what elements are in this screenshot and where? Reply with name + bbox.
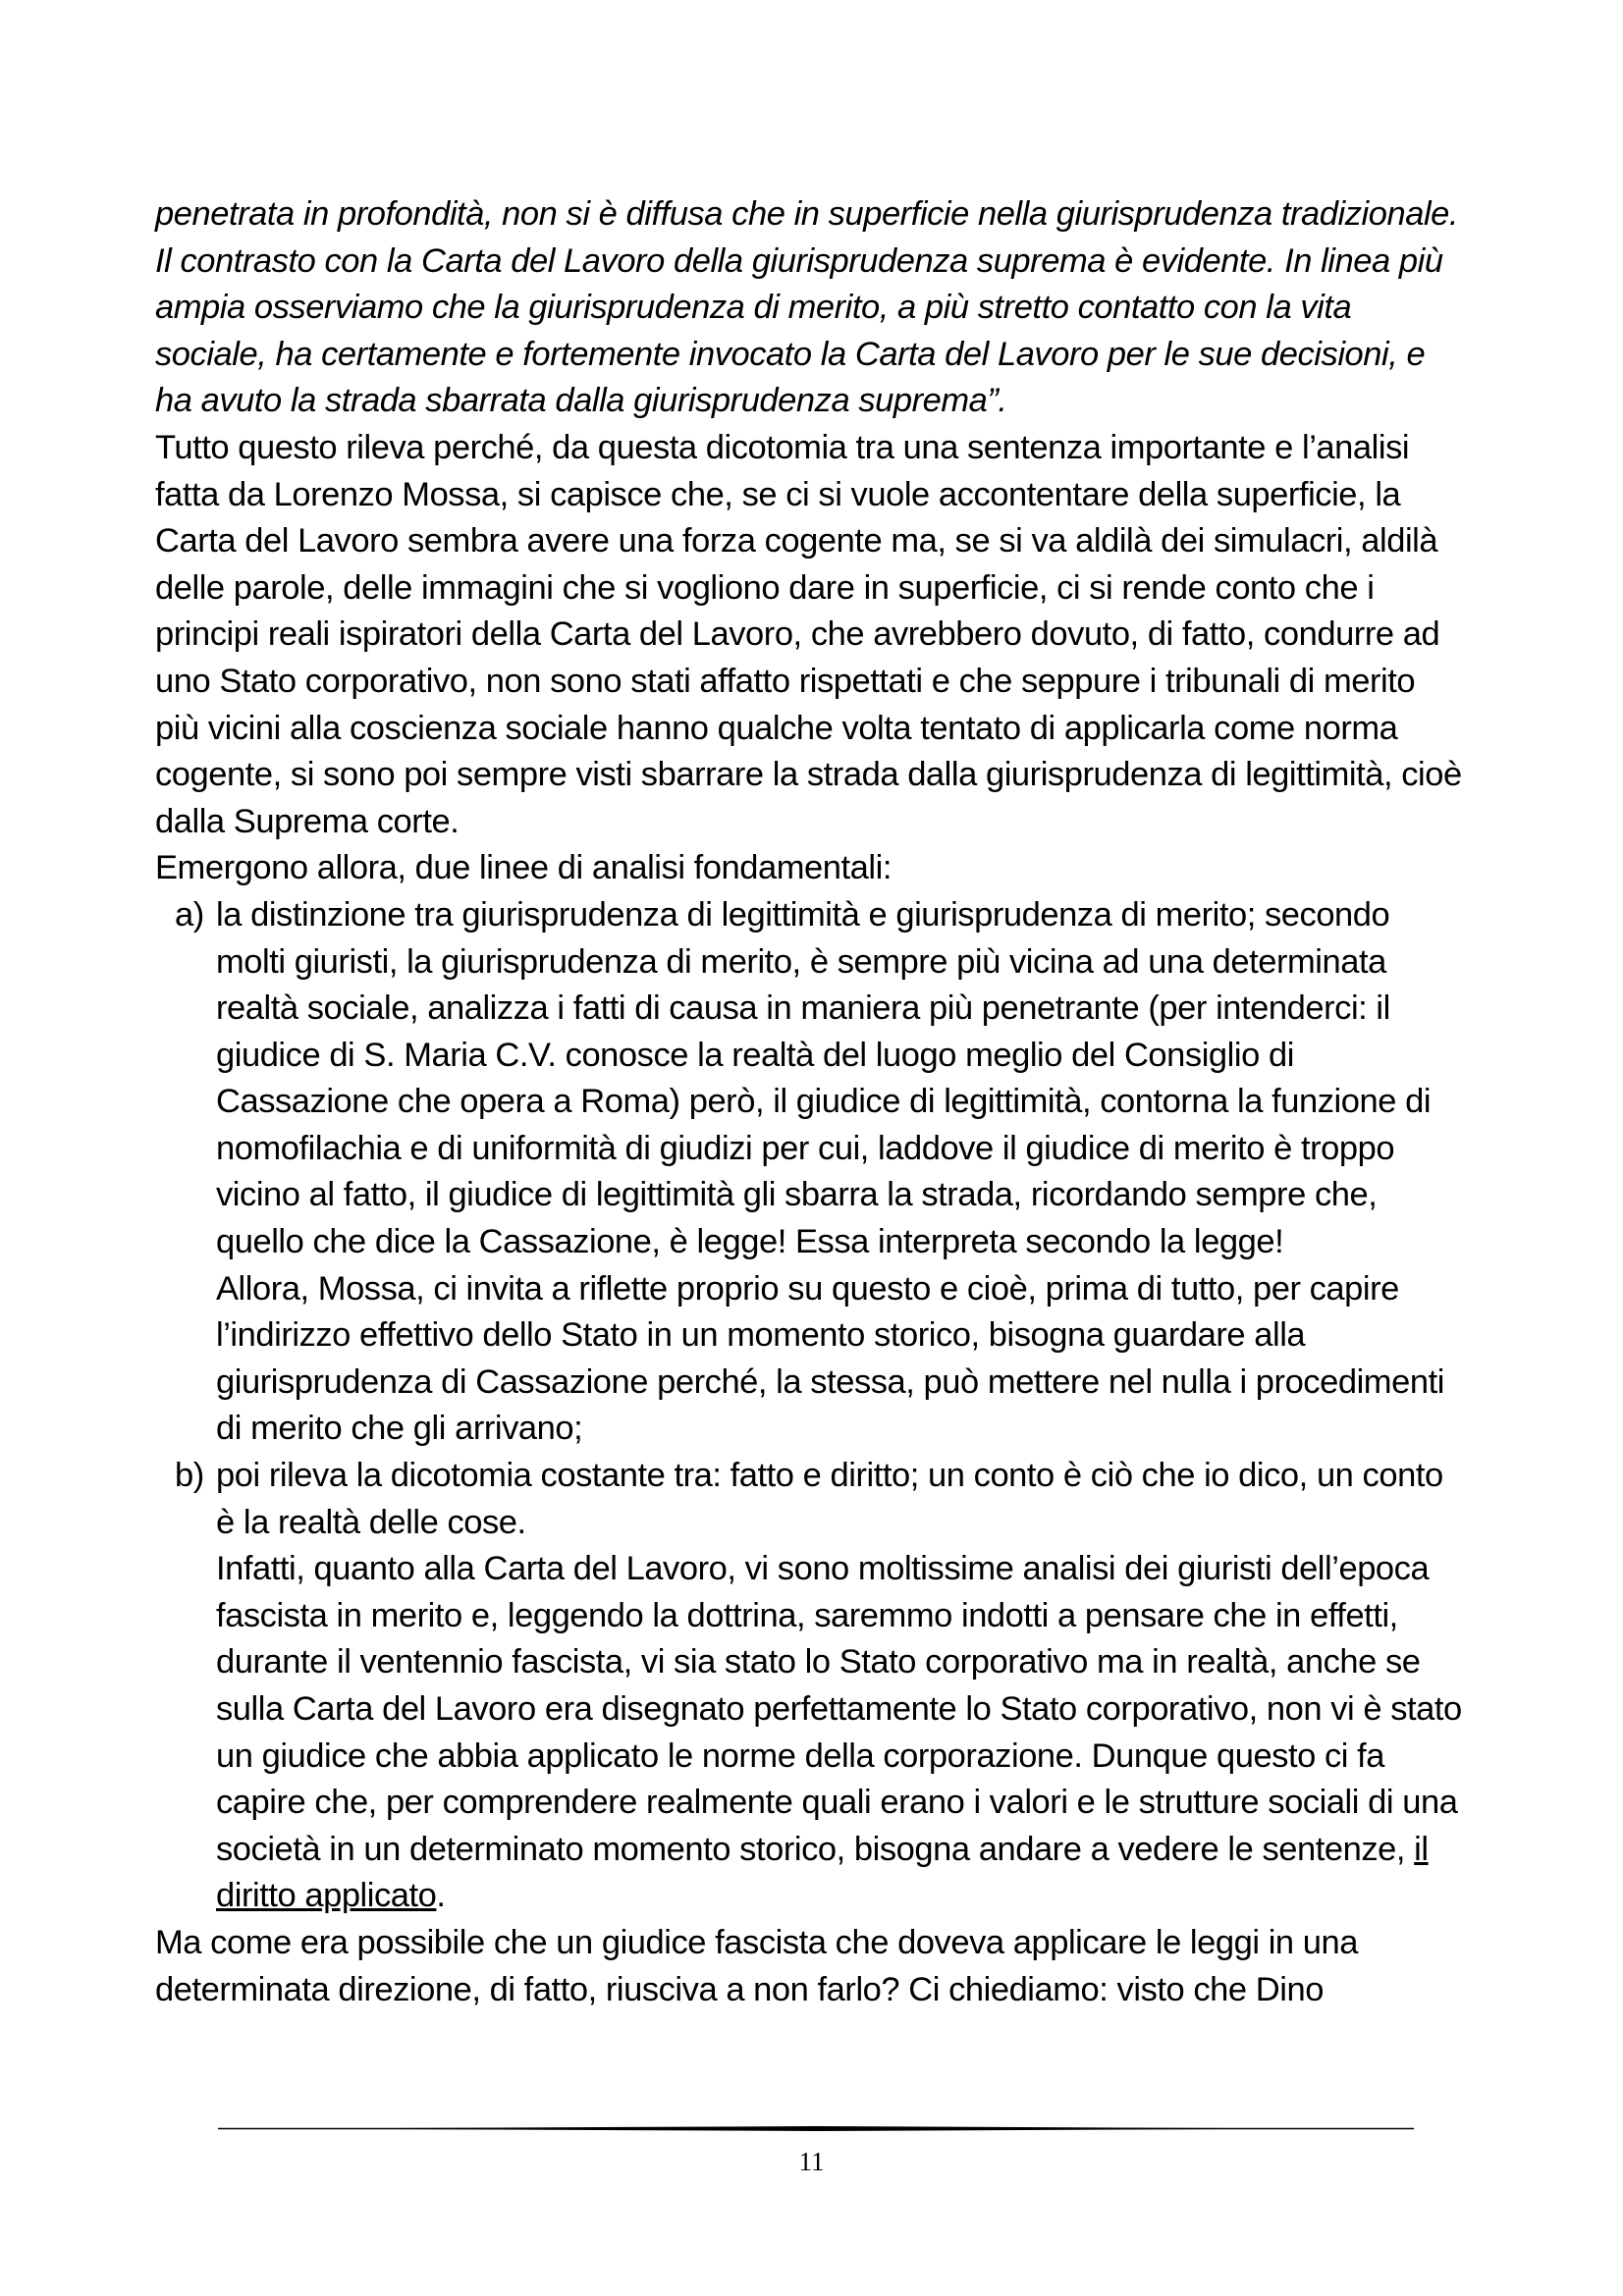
list-marker-b: b) [175, 1457, 204, 1495]
list-item-a [155, 892, 1466, 1453]
list-item-b-text-1: poi rileva la dicotomia costante tra: fatto e diritto; un conto è ciò che io dico, un conto è la realtà delle cose. [216, 1457, 1443, 1541]
list-item-b [155, 1453, 1466, 1920]
paragraph-1: Tutto questo rileva perché, da questa dicotomia tra una sentenza importante e l’analisi fatta da Lorenzo Mossa, si capisce che, se ci si vuole accontentare della superficie, la Carta del Lavoro sembra avere una forza cogente ma, se si va aldilà dei simulacri, aldilà delle parole, delle immagini che si vogliono dare in superficie, ci si rende conto che i principi reali ispiratori della Carta del Lavoro, che avrebbero dovuto, di fatto, condurre ad uno Stato corporativo, non sono stati affatto rispettati e che seppure i tribunali di merito più vicini alla coscienza sociale hanno qualche volta tentato di applicarla come norma cogente, si sono poi sempre visti sbarrare la strada dalla giurisprudenza di legittimità, cioè dalla Suprema corte. [155, 428, 1462, 840]
list-item-a-text-1: la distinzione tra giurisprudenza di legittimità e giurisprudenza di merito; secondo molti giuristi, la giurisprudenza di merito, è sempre più vicina ad una determinata realtà sociale, analizza i fatti di causa in maniera più penetrante (per intenderci: il giudice di S. Maria C.V. conosce la realtà del luogo meglio del Consiglio di Cassazione che opera a Roma) però, il giudice di legittimità, contorna la funzione di nomofilachia e di uniformità di giudizi per cui, laddove il giudice di merito è troppo vicino al fatto, il giudice di legittimità gli sbarra la strada, ricordando sempre che, quello che dice la Cassazione, è legge! Essa interpreta secondo la legge! [216, 895, 1432, 1261]
analysis-list [155, 892, 1466, 1920]
list-item-b-text-2-after: . [436, 1877, 446, 1915]
applied-law-emphasis: il diritto applicato [216, 1830, 1429, 1915]
list-item-a-text-2: Allora, Mossa, ci invita a riflette proprio su questo e cioè, prima di tutto, per capire l’indirizzo effettivo dello Stato in un momento storico, bisogna guardare alla giurisprudenza di Cassazione perché, la stessa, può mettere nel nulla i procedimenti di merito che gli arrivano; [216, 1269, 1444, 1448]
list-item-b-text-2-before: Infatti, quanto alla Carta del Lavoro, vi sono moltissime analisi dei giuristi dell’epoca fascista in merito e, leggendo la dottrina, saremmo indotti a pensare che in effetti, durante il ventennio fascista, vi sia stato lo Stato corporativo ma in realtà, anche se sulla Carta del Lavoro era disegnato perfettamente lo Stato corporativo, non vi è stato un giudice che abbia applicato le norme della corporazione. Dunque questo ci fa capire che, per comprendere realmente quali erano i valori e le strutture sociali di una società in un determinato momento storico, bisogna andare a vedere le sentenze, [216, 1550, 1462, 1868]
page-body [155, 191, 1466, 2013]
list-item-b-text-2 [216, 1546, 1466, 1920]
quote-continuation: penetrata in profondità, non si è diffusa che in superficie nella giurisprudenza tradizionale. Il contrasto con la Carta del Lavoro della giurisprudenza suprema è evidente. In linea più ampia osserviamo che la giurisprudenza di merito, a più stretto contatto con la vita sociale, ha certamente e fortemente invocato la Carta del Lavoro per le sue decisioni, e ha avuto la strada sbarrata dalla giurisprudenza suprema”. [155, 195, 1459, 420]
paragraph-3: Ma come era possibile che un giudice fascista che doveva applicare le leggi in una determinata direzione, di fatto, riusciva a non farlo? Ci chiediamo: visto che Dino [155, 1923, 1359, 2008]
paragraph-2: Emergono allora, due linee di analisi fondamentali: [155, 849, 892, 887]
page-number: 11 [798, 2147, 825, 2176]
footer-divider [218, 2126, 1414, 2131]
list-marker-a: a) [175, 895, 204, 934]
